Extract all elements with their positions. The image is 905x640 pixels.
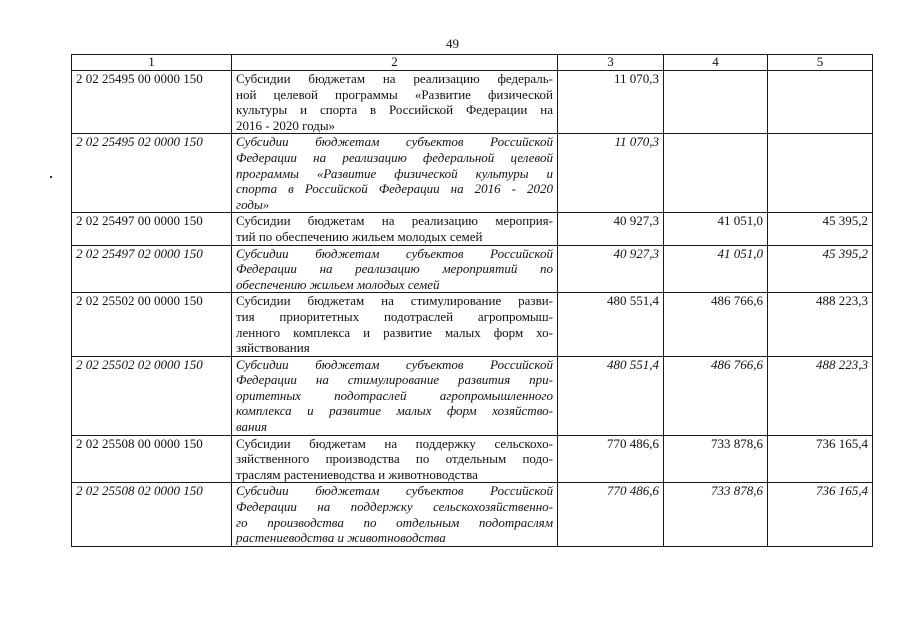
description-line: Субсидии бюджетам субъектов Российской [236,245,553,261]
table-row [72,213,873,245]
budget-description [232,356,558,435]
description-line: Субсидии бюджетам на поддержку сельскохо- [236,435,553,451]
amount-col-3: 480 551,4 [558,293,664,356]
budget-code: 2 02 25497 02 0000 150 [72,245,232,293]
amount-col-4: 733 878,6 [664,435,768,483]
table-row [72,71,873,134]
amount-col-5 [768,134,873,213]
amount-col-4: 41 051,0 [664,245,768,293]
table-row [72,435,873,483]
budget-code: 2 02 25495 02 0000 150 [72,134,232,213]
header-col-2: 2 [232,55,558,71]
budget-description [232,213,558,245]
amount-col-3: 770 486,6 [558,483,664,546]
amount-col-4 [664,71,768,134]
description-line: ной целевой программы «Развитие физической [236,86,553,102]
table-row [72,293,873,356]
header-col-5: 5 [768,55,873,71]
budget-code: 2 02 25502 02 0000 150 [72,356,232,435]
budget-description [232,483,558,546]
description-line: го производства по отдельным подотраслям [236,514,553,530]
description-line: тия приоритетных подотраслей агропромыш- [236,308,553,324]
description-line: вания [236,419,268,435]
amount-col-4: 486 766,6 [664,356,768,435]
table-row [72,483,873,546]
amount-col-4: 733 878,6 [664,483,768,546]
budget-code: 2 02 25508 02 0000 150 [72,483,232,546]
budget-description [232,245,558,293]
amount-col-5: 45 395,2 [768,245,873,293]
description-line: культуры и спорта в Российской Федерации на [236,102,553,118]
amount-col-5: 488 223,3 [768,293,873,356]
description-line: ленного комплекса и развитие малых форм хо- [236,324,553,340]
amount-col-5: 45 395,2 [768,213,873,245]
budget-description [232,134,558,213]
table-row [72,356,873,435]
amount-col-3: 40 927,3 [558,245,664,293]
amount-col-4 [664,134,768,213]
budget-code: 2 02 25495 00 0000 150 [72,71,232,134]
table-row [72,245,873,293]
amount-col-5: 736 165,4 [768,435,873,483]
amount-col-5: 736 165,4 [768,483,873,546]
description-line: тий по обеспечению жильем молодых семей [236,228,483,244]
description-line: программы «Развитие физической культуры и [236,165,553,181]
page-number: 49 [446,36,459,51]
description-line: Субсидии бюджетам субъектов Российской [236,483,553,499]
budget-code: 2 02 25502 00 0000 150 [72,293,232,356]
description-line: Федерации на поддержку сельскохозяйственно- [236,499,553,515]
table-body [72,71,873,547]
budget-code: 2 02 25508 00 0000 150 [72,435,232,483]
header-col-1: 1 [72,55,232,71]
description-line: Федерации на реализацию федеральной целевой [236,149,553,165]
description-line: Субсидии бюджетам субъектов Российской [236,356,553,372]
amount-col-4: 486 766,6 [664,293,768,356]
description-line: оритетных подотраслей агропромышленного [236,387,553,403]
description-line: Федерации на стимулирование развития при- [236,372,553,388]
budget-description [232,71,558,134]
budget-description [232,435,558,483]
description-line: Субсидии бюджетам на реализацию мероприя- [236,213,553,229]
amount-col-3: 480 551,4 [558,356,664,435]
header-col-3: 3 [558,55,664,71]
description-line: обеспечению жильем молодых семей [236,276,440,292]
description-line: растениеводства и животноводства [236,530,446,546]
amount-col-3: 11 070,3 [558,71,664,134]
description-line: Федерации на реализацию мероприятий по [236,261,553,277]
description-line: годы» [236,196,270,212]
description-line: Субсидии бюджетам субъектов Российской [236,134,553,150]
amount-col-4: 41 051,0 [664,213,768,245]
description-line: траслям растениеводства и животноводства [236,466,478,482]
description-line: спорта в Российской Федерации на 2016 - 2020 [236,181,553,197]
description-line: зяйствования [236,340,310,356]
amount-col-5: 488 223,3 [768,356,873,435]
scan-speck [50,176,52,178]
description-line: 2016 - 2020 годы» [236,117,336,133]
description-line: комплекса и развитие малых форм хозяйство- [236,403,553,419]
budget-table [71,54,873,547]
description-line: Субсидии бюджетам на стимулирование разви- [236,293,553,309]
amount-col-3: 770 486,6 [558,435,664,483]
table-row [72,134,873,213]
description-line: зяйственного производства по отдельным подо- [236,451,553,467]
header-col-4: 4 [664,55,768,71]
header-row [72,55,873,71]
budget-code: 2 02 25497 00 0000 150 [72,213,232,245]
amount-col-3: 11 070,3 [558,134,664,213]
amount-col-3: 40 927,3 [558,213,664,245]
description-line: Субсидии бюджетам на реализацию федераль- [236,71,553,86]
amount-col-5 [768,71,873,134]
budget-description [232,293,558,356]
